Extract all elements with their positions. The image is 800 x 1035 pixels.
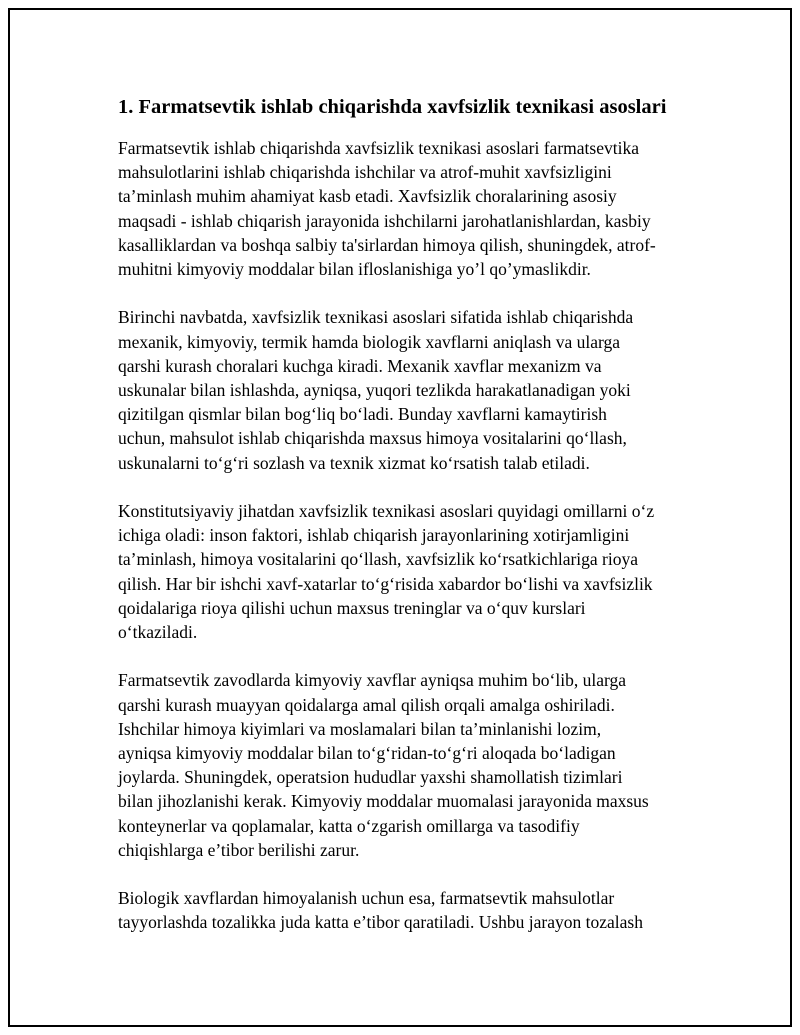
text-line: Konstitutsiyaviy jihatdan xavfsizlik texnikasi asoslari quyidagi omillarni o‘z <box>118 501 655 522</box>
text-line: qizitilgan qismlar bilan bog‘liq bo‘ladi. Bunday xavflarni kamaytirish <box>118 404 607 425</box>
text-line: tayyorlashda tozalikka juda katta e’tibor qaratiladi. Ushbu jarayon tozalash <box>118 912 643 933</box>
text-line: mahsulotlarini ishlab chiqarishda ishchilar va atrof-muhit xavfsizligini <box>118 162 612 183</box>
text-line: o‘tkaziladi. <box>118 622 198 643</box>
paragraph-5 <box>118 886 686 934</box>
text-line: ayniqsa kimyoviy moddalar bilan to‘g‘ridan-to‘g‘ri aloqada bo‘ladigan <box>118 743 616 764</box>
text-line: chiqishlarga e’tibor berilishi zarur. <box>118 839 360 860</box>
text-line: bilan jihozlanishi kerak. Kimyoviy moddalar muomalasi jarayonida maxsus <box>118 791 649 812</box>
text-line: qoidalariga rioya qilishi uchun maxsus treninglar va o‘quv kurslari <box>118 597 586 618</box>
text-line: uskunalarni to‘g‘ri sozlash va texnik xizmat ko‘rsatish talab etiladi. <box>118 452 590 473</box>
text-line: konteynerlar va qoplamalar, katta o‘zgarish omillarga va tasodifiy <box>118 815 580 836</box>
paragraph-2 <box>118 305 686 474</box>
text-line: Birinchi navbatda, xavfsizlik texnikasi asoslari sifatida ishlab chiqarishda <box>118 307 634 328</box>
text-line: ta’minlash muhim ahamiyat kasb etadi. Xavfsizlik choralarining asosiy <box>118 186 617 207</box>
text-line: ta’minlash, himoya vositalarini qo‘llash, xavfsizlik ko‘rsatkichlariga rioya <box>118 549 639 570</box>
text-line: uskunalar bilan ishlashda, ayniqsa, yuqori tezlikda harakatlanadigan yoki <box>118 380 631 401</box>
text-line: Farmatsevtik ishlab chiqarishda xavfsizlik texnikasi asoslari farmatsevtika <box>118 138 639 158</box>
paragraph-1 <box>118 136 686 281</box>
text-line: qarshi kurash choralari kuchga kiradi. Mexanik xavflar mexanizm va <box>118 355 602 376</box>
text-line: muhitni kimyoviy moddalar bilan ifloslanishiga yo’l qo’ymaslikdir. <box>118 259 591 280</box>
document-body <box>118 94 686 959</box>
document-page <box>8 8 792 1027</box>
text-line: Biologik xavflardan himoyalanish uchun esa, farmatsevtik mahsulotlar <box>118 888 615 909</box>
text-line: maqsadi - ishlab chiqarish jarayonida ishchilarni jarohatlanishlardan, kasbiy <box>118 210 651 231</box>
text-line: qarshi kurash muayyan qoidalarga amal qilish orqali amalga oshiriladi. <box>118 694 615 715</box>
text-line: qilish. Har bir ishchi xavf-xatarlar to‘g‘risida xabardor bo‘lishi va xavfsizlik <box>118 573 653 594</box>
paragraph-4 <box>118 668 686 862</box>
text-line: Farmatsevtik zavodlarda kimyoviy xavflar ayniqsa muhim bo‘lib, ularga <box>118 670 627 691</box>
paragraph-3 <box>118 499 686 644</box>
section-heading: 1. Farmatsevtik ishlab chiqarishda xavfsizlik texnikasi asoslari <box>118 96 667 118</box>
text-line: kasalliklardan va boshqa salbiy ta'sirlardan himoya qilish, shuningdek, atrof- <box>118 234 656 255</box>
text-line: uchun, mahsulot ishlab chiqarishda maxsus himoya vositalarini qo‘llash, <box>118 428 627 449</box>
text-line: ichiga oladi: inson faktori, ishlab chiqarish jarayonlarining xotirjamligini <box>118 525 630 546</box>
text-line: Ishchilar himoya kiyimlari va moslamalari bilan ta’minlanishi lozim, <box>118 718 602 739</box>
text-line: mexanik, kimyoviy, termik hamda biologik xavflarni aniqlash va ularga <box>118 331 621 352</box>
text-line: joylarda. Shuningdek, operatsion hududlar yaxshi shamollatish tizimlari <box>118 767 623 788</box>
